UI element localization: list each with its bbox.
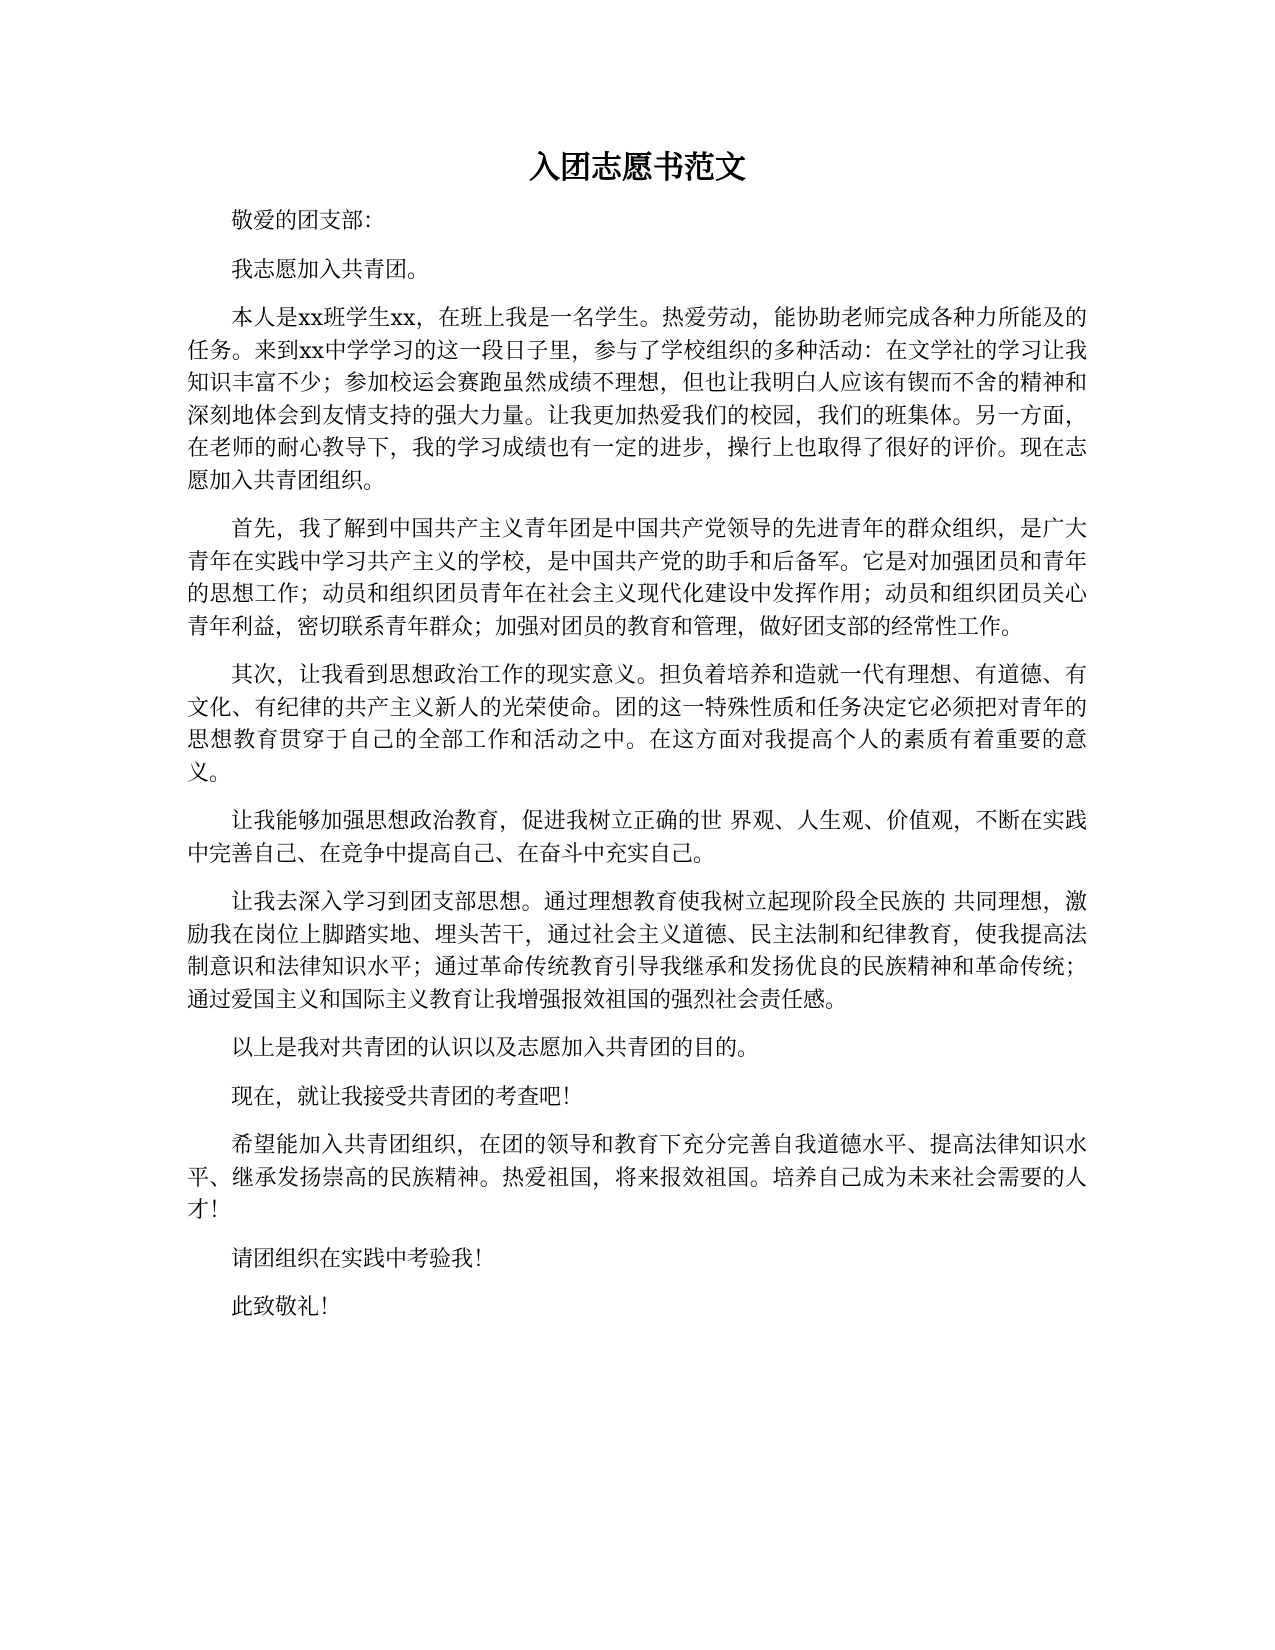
- paragraph-summary: 以上是我对共青团的认识以及志愿加入共青团的目的。: [231, 1036, 760, 1061]
- paragraph-intent: 我志愿加入共青团。: [231, 257, 430, 283]
- paragraph-test: 请团组织在实践中考验我！: [231, 1246, 496, 1272]
- paragraph-significance: 其次，让我看到思想政治工作的现实意义。担负着培养和造就一代有理想、有道德、有文化、有纪律的共产主义新人的光荣使命。团的这一特殊性质和任务决定它必须把对青年的思想教育贯穿于自己的全部工作和活动之中。在这方面对我提高个人的素质有着重要的意义。: [187, 663, 1087, 786]
- salutation: 敬爱的团支部：: [231, 209, 386, 234]
- document-title: 入团志愿书范文: [529, 150, 746, 186]
- closing: 此致敬礼！: [231, 1295, 342, 1320]
- paragraph-understanding: 首先，我了解到中国共产主义青年团是中国共产党领导的先进青年的群众组织，是广大青年在实践中学习共产主义的学校，是中国共产党的助手和后备军。它是对加强团员和青年的思想工作；动员和组织团员青年在社会主义现代化建设中发挥作用；动员和组织团员关心青年利益，密切联系青年群众；加强对团员的教育和管理，做好团支部的经常性工作。: [187, 517, 1087, 640]
- document-body: [187, 206, 1087, 1341]
- paragraph-request: 现在，就让我接受共青团的考查吧！: [231, 1084, 584, 1110]
- paragraph-self-introduction: 本人是xx班学生xx，在班上我是一名学生。热爱劳动，能协助老师完成各种力所能及的任务。来到xx中学学习的这一段日子里，参与了学校组织的多种活动：在文学社的学习让我知识丰富不少；参加校运会赛跑虽然成绩不理想，但也让我明白人应该有锲而不舍的精神和深刻地体会到友情支持的强大力量。让我更加热爱我们的校园，我们的班集体。另一方面，在老师的耐心教导下，我的学习成绩也有一定的进步，操行上也取得了很好的评价。现在志愿加入共青团组织。: [187, 306, 1087, 494]
- paragraph-study: 让我去深入学习到团支部思想。通过理想教育使我树立起现阶段全民族的 共同理想，激励我在岗位上脚踏实地、埋头苦干，通过社会主义道德、民主法制和纪律教育，使我提高法制意识和法律知识水平；通过革命传统教育引导我继承和发扬优良的民族精神和革命传统；通过爱国主义和国际主义教育让我增强报效祖国的强烈社会责任感。: [187, 890, 1087, 1013]
- paragraph-education: 让我能够加强思想政治教育，促进我树立正确的世 界观、人生观、价值观，不断在实践中完善自己、在竞争中提高自己、在奋斗中充实自己。: [187, 809, 1087, 867]
- paragraph-hope: 希望能加入共青团组织，在团的领导和教育下充分完善自我道德水平、提高法律知识水平、继承发扬崇高的民族精神。热爱祖国，将来报效祖国。培养自己成为未来社会需要的人才！: [187, 1133, 1087, 1223]
